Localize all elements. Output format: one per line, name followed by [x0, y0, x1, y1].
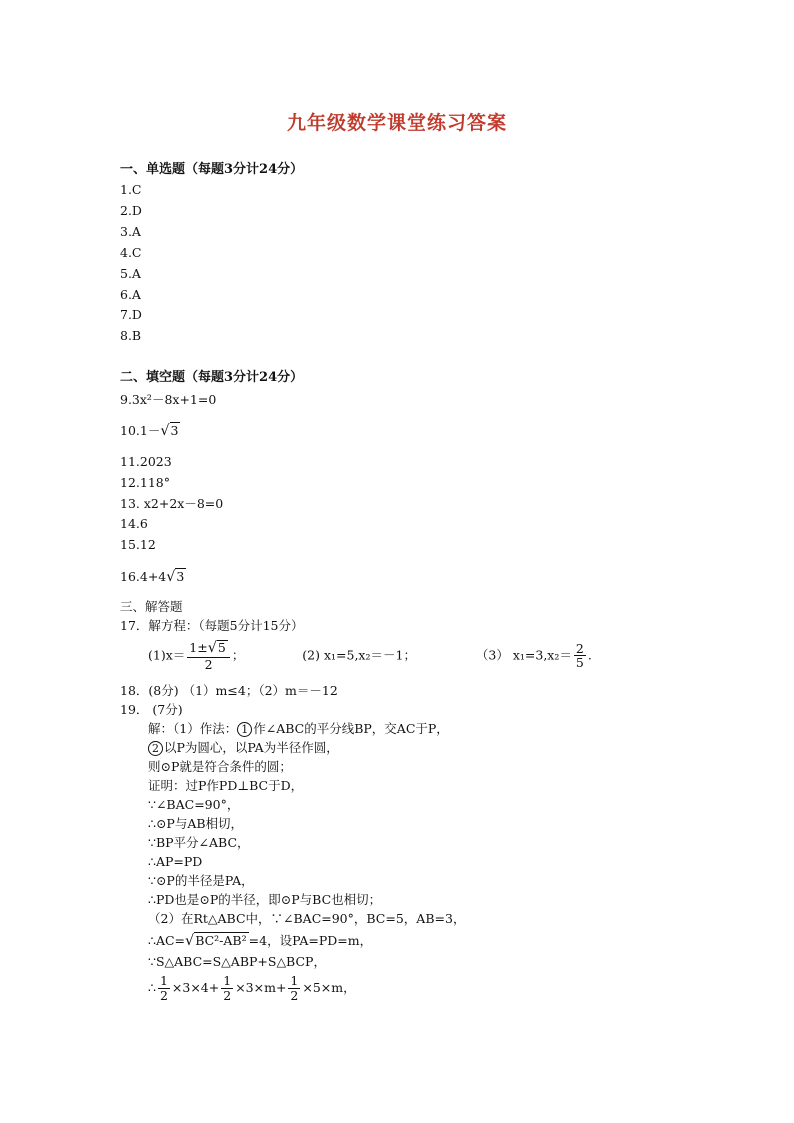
q17-p3-suffix: . [587, 647, 592, 663]
fraction-num: 1 [159, 973, 168, 988]
answer-item: 7.D [120, 307, 142, 322]
step-marker: 2 [148, 741, 163, 756]
q17-p2: (2) x₁=5,x₂＝－1； [302, 647, 416, 663]
answer-q10-prefix: 10.1－ [120, 423, 161, 438]
answer-q14: 14.6 [120, 516, 148, 531]
q19-heading: 19． (7分) [120, 702, 183, 717]
q17-p1-num-prefix: 1± [189, 640, 208, 655]
q19-l14-prefix: ∴ [148, 979, 156, 995]
answer-q10 [120, 422, 180, 439]
q19-line-12 [148, 932, 372, 949]
q19-l1-prefix: 解：（1）作法： [148, 721, 238, 736]
q19-line-4: 证明：过P作PD⊥BC于D， [148, 778, 304, 793]
answer-q16-radicand: 3 [176, 569, 185, 584]
page-title: 九年级数学课堂练习答案 [286, 112, 507, 134]
fraction-den: 2 [223, 987, 232, 1003]
section1-heading: 一、单选题（每题3分计24分） [120, 162, 304, 177]
q19-line-9: ∵⊙P的半径是PA， [148, 873, 254, 888]
q17-p1-prefix: (1)x＝ [148, 647, 186, 663]
q19-line-5: ∵∠BAC=90°， [148, 797, 240, 812]
answer-q10-radicand: 3 [170, 423, 179, 438]
fraction-half [221, 974, 233, 1003]
fraction-num: 1 [223, 973, 232, 988]
q19-l12-suffix: =4，设PA=PD=m， [248, 933, 373, 948]
q19-l14-term3: ×5×m， [302, 979, 356, 995]
q19-l12-radicand: BC²-AB² [195, 933, 247, 948]
answer-item: 4.C [120, 245, 142, 260]
q19-l14-term2: ×3×m+ [235, 979, 287, 995]
q17-heading: 17．解方程：（每题5分计15分） [120, 618, 304, 633]
answer-q16 [120, 568, 186, 585]
q19-line-14 [148, 974, 356, 1003]
section3-heading: 三、解答题 [120, 599, 183, 614]
answer-q16-prefix: 16.4+4 [120, 569, 167, 584]
sqrt-sign: √ [185, 933, 195, 949]
q19-line-6: ∴⊙P与AB相切， [148, 816, 244, 831]
fraction-num: 1 [290, 973, 299, 988]
answer-q11: 11.2023 [120, 454, 172, 469]
fraction-den: 2 [159, 987, 168, 1003]
answer-item: 1.C [120, 182, 142, 197]
step-marker: 1 [237, 722, 252, 737]
answer-item: 2.D [120, 203, 142, 218]
q17-p3-fraction [574, 642, 586, 671]
fraction-half [288, 974, 300, 1003]
q19-line-8: ∴AP=PD [148, 854, 203, 869]
q19-l1-text: 作∠ABC的平分线BP，交AC于P， [253, 721, 449, 736]
answer-item: 8.B [120, 328, 142, 343]
sqrt-sign: √ [166, 569, 176, 585]
q17-answers [148, 640, 592, 672]
q19-line-1 [148, 721, 449, 737]
q19-l12-prefix: ∴AC= [148, 933, 186, 948]
q19-line-3: 则⊙P就是符合条件的圆； [148, 759, 292, 774]
sqrt-sign: √ [160, 423, 170, 439]
fraction-half [158, 974, 170, 1003]
q19-l14-term1: ×3×4+ [171, 979, 220, 995]
q19-line-13: ∵S△ABC=S△ABP+S△BCP， [148, 954, 326, 969]
fraction-den: 2 [290, 987, 299, 1003]
q18-answer: 18．(8分) （1）m≤4；（2）m＝－12 [120, 683, 338, 698]
answer-q12: 12.118° [120, 475, 170, 490]
q19-line-2 [148, 740, 339, 756]
section2-heading: 二、填空题（每题3分计24分） [120, 370, 304, 385]
q17-p3-num: 2 [575, 640, 584, 656]
q19-line-7: ∵BP平分∠ABC， [148, 835, 250, 850]
q17-p3-prefix: （3） x₁=3,x₂＝ [475, 647, 572, 663]
q19-l2-text: 以P为圆心，以PA为半径作圆， [164, 740, 339, 755]
answer-q9: 9.3x²－8x+1=0 [120, 392, 217, 407]
q17-p3-den: 5 [575, 655, 584, 671]
answer-item: 6.A [120, 287, 141, 302]
answer-q15: 15.12 [120, 537, 156, 552]
answer-item: 3.A [120, 224, 141, 239]
q17-p1-den: 2 [204, 656, 213, 672]
sqrt-sign: √ [207, 640, 217, 656]
q17-p1-fraction [187, 640, 230, 672]
q17-p1-radicand: 5 [217, 640, 226, 655]
q19-line-11: （2）在Rt△ABC中，∵∠BAC=90°，BC=5，AB=3， [148, 911, 466, 926]
q17-p1-suffix: ； [231, 647, 245, 663]
answer-q13: 13. x2+2x－8=0 [120, 496, 224, 511]
q19-line-10: ∴PD也是⊙P的半径，即⊙P与BC也相切； [148, 892, 382, 907]
answer-item: 5.A [120, 266, 141, 281]
